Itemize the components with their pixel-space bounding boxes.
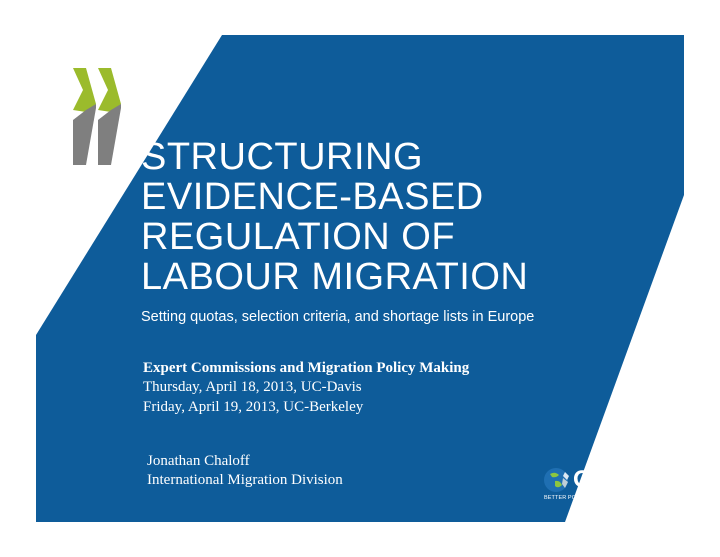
event-date-1: Thursday, April 18, 2013, UC-Davis <box>143 379 362 395</box>
presenter-name: Jonathan Chaloff <box>147 453 250 469</box>
event-date-2: Friday, April 19, 2013, UC-Berkeley <box>143 399 364 415</box>
oecd-wordmark: OECD <box>573 466 645 493</box>
event-heading: Expert Commissions and Migration Policy Making <box>143 360 470 376</box>
presenter-division: International Migration Division <box>147 472 343 488</box>
oecd-logo <box>543 466 665 506</box>
title-line-1: STRUCTURING <box>141 136 424 178</box>
chevron-right-green <box>98 68 121 112</box>
title-line-4: LABOUR MIGRATION <box>141 256 529 298</box>
chevron-left-green <box>73 68 96 112</box>
subtitle: Setting quotas, selection criteria, and shortage lists in Europe <box>141 309 535 325</box>
oecd-chevron-mark-icon <box>73 68 121 165</box>
globe-icon <box>543 466 573 494</box>
title-line-2: EVIDENCE-BASED <box>141 176 484 218</box>
oecd-tagline: BETTER POLICIES FOR BETTER LIVES <box>544 495 650 501</box>
chevron-left-gray <box>73 104 96 165</box>
title-line-3: REGULATION OF <box>141 216 456 258</box>
chevron-right-gray <box>98 104 121 165</box>
